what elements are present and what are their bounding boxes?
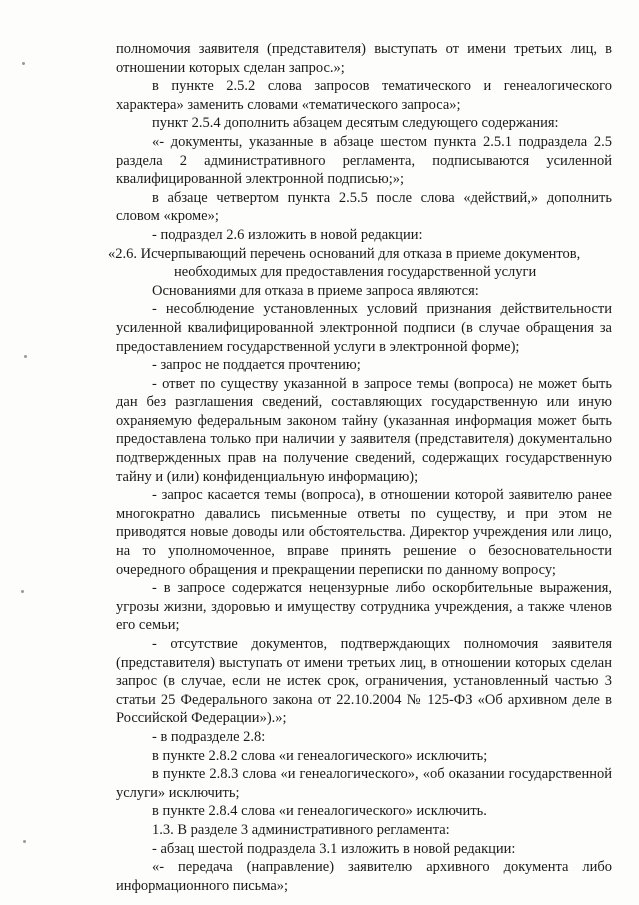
section-heading: «2.6. Исчерпывающий перечень оснований для отказа в приеме документов, xyxy=(108,245,581,262)
paragraph: Основаниями для отказа в приеме запроса являются: xyxy=(152,282,479,299)
paragraph: пункт 2.5.4 дополнить абзацем десятым следующего содержания: xyxy=(152,115,559,132)
paragraph: «- передача (направление) заявителю архивного документа либо информационного письма»; xyxy=(116,859,612,894)
paragraph: - несоблюдение установленных условий признания действительности усиленной квалифицированной электронной подписи (в случае обращения за предоставлением государственной услуги в электронной форме); xyxy=(116,301,612,355)
paragraph: полномочия заявителя (представителя) выступать от имени третьих лиц, в отношении которых сделан запрос.»; xyxy=(116,41,612,76)
scan-mark xyxy=(23,840,26,843)
paragraph: - подраздел 2.6 изложить в новой редакции: xyxy=(152,226,423,243)
paragraph: - в подразделе 2.8: xyxy=(152,728,266,745)
paragraph: в пункте 2.8.2 слова «и генеалогического» исключить; xyxy=(152,747,488,764)
paragraph: - запрос не поддается прочтению; xyxy=(152,357,361,374)
paragraph: в пункте 2.8.3 слова «и генеалогического», «об оказании государственной услуги» исключить; xyxy=(116,766,612,801)
paragraph: 1.3. В разделе 3 административного регламента: xyxy=(152,821,450,838)
paragraph: - в запросе содержатся нецензурные либо оскорбительные выражения, угрозы жизни, здоровью и имуществу сотрудника учреждения, а также членов его семьи; xyxy=(116,580,612,634)
paragraph: - ответ по существу указанной в запросе темы (вопроса) не может быть дан без разглашения сведений, составляющих государственную или иную охраняемую федеральным законом тайну (указанная информация может быть предоставлена только при наличии у заявителя (представителя) документально подтвержденных прав на получение сведений, содержащих государственную тайну и (или) конфиденциальную информацию); xyxy=(116,375,612,485)
scan-mark xyxy=(24,355,27,358)
paragraph: - запрос касается темы (вопроса), в отношении которой заявителю ранее многократно давались письменные ответы по существу, и при этом не приводятся новые доводы или обстоятельства. Директор учреждения или лицо, на то уполномоченное, вправе принять решение о безосновательности очередного обращения и прекращении переписки по данному вопросу; xyxy=(116,487,612,578)
scan-mark xyxy=(21,590,24,593)
document-body xyxy=(108,40,612,895)
paragraph: в пункте 2.8.4 слова «и генеалогического» исключить. xyxy=(152,803,487,820)
paragraph: - отсутствие документов, подтверждающих полномочия заявителя (представителя) выступать от имени третьих лиц, в отношении которых сделан запрос (в случае, если не истек срок, ограничения, установленный частью 3 статьи 25 Федерального закона от 22.10.2004 № 125-ФЗ «Об архивном деле в Российской Федерации»).»; xyxy=(116,636,612,727)
paragraph: в пункте 2.5.2 слова запросов тематического и генеалогического характера» заменить словами «тематического запроса»; xyxy=(116,78,612,113)
paragraph: в абзаце четвертом пункта 2.5.5 после слова «действий,» дополнить словом «кроме»; xyxy=(116,189,612,225)
paragraph: - абзац шестой подраздела 3.1 изложить в новой редакции: xyxy=(152,840,516,857)
scan-mark xyxy=(22,62,25,65)
section-heading: необходимых для предоставления государственной услуги xyxy=(174,264,537,281)
paragraph: «- документы, указанные в абзаце шестом пункта 2.5.1 подраздела 2.5 раздела 2 административного регламента, подписываются усиленной квалифицированной электронной подписью;»; xyxy=(116,133,612,188)
